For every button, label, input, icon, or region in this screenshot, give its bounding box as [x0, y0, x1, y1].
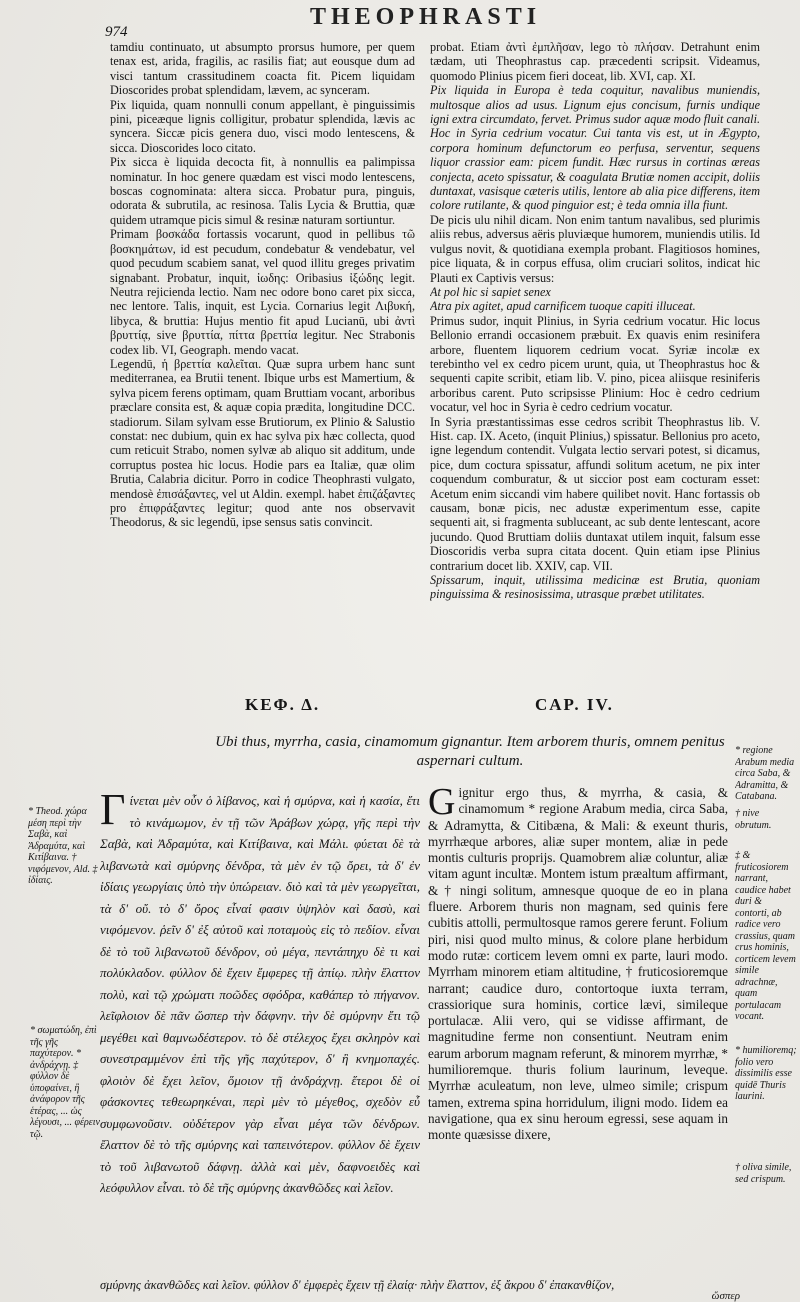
margin-note: * regione Arabum media circa Saba, & Adramitta, & Catabana. [735, 745, 795, 802]
running-title: THEOPHRASTI [310, 4, 542, 30]
paragraph: Spissarum, inquit, utilissima medicinæ est Brutia, quoniam pinguissima & resinosissima, utrasque præbet utilitates. [430, 573, 760, 602]
chapter-title: Ubi thus, myrrha, casia, cinamomum gignantur. Item arborem thuris, omnem penitus aspernari cultum. [215, 734, 725, 769]
page-number: 974 [105, 24, 128, 40]
verse-line: At pol hic si sapiet senex [430, 284, 551, 299]
paragraph: In Syria præstantissimas esse cedros scribit Theophrastus lib. V. Hist. cap. IX. Aceto, (inquit Plinius,) spissatur. Bellonius pro aceto, igne legendum contendit. Vulgata lectio servari potest, si dicamus, pice, dum coctura spissatur, affundi solitum acetum, ne pix inter coquendum comburatur, & ut siccior post eam cocturam esset: Acetum enim siccandi vim habere quilibet novit. Hanc fortassis ob causam, bonæ picis, nec adustæ experimentum esse, capite sequenti ait, si fragmenta subluceant, ac sub dente lentescant, acore jucundo. Quod Bruttiam doliis duntaxat utilem inquit, falsum esse Dioscoridis verba supra citata docent. Quin etiam ipse Plinius contrarium docet lib. XXIV, cap. VII. [430, 414, 760, 573]
paragraph: Legendū, ἡ βρεττία καλεῖται. Quæ supra urbem hanc sunt mediterranea, ea Brutii tenent. Ibique urbs est Mamertium, & sylva picem ferens optimam, quam Bruttiam vocant, arboribus præclare consita est, & aquæ copia prædita, longitudine DCC. stadiorum. Silam sylvam esse Brutiorum, ex Plinio & Salustio constat: nec dubium, quin ex hac sylva pix hæc collecta, quod cum reticuit Strabo, nomen sylvæ ab aliquo sit additum, unde corruptus postea hic locus. Hodie pars ea Italiæ, quæ olim Brutia, Calabria dicitur. Porro in codice Theophrasti vulgato, mendosè ἐπισάξαντες, vel ut Aldin. exempl. habet ἐπιζάξαντες pro ἐπιφράξαντες legitur; quod ante nos observavit Theodorus, & sic legendū, ipse sensus satis convincit. [110, 356, 415, 530]
paragraph: probat. Etiam ἀντὶ ἐμπλῆσαν, lego τὸ πλήσαν. Detrahunt enim tædam, uti Theophrastus cap. præcedenti scripsit. Videamus, quomodo Plinius picem fieri doceat, lib. XVI, cap. XI. [430, 40, 760, 83]
latin-text-body: ignitur ergo thus, & myrrha, & casia, & cinamomum * regione Arabum media, circa Saba, & Adramytta, & Citibæna, & Mali: & exeunt thuris, myrrhæque arbores, aliæ super montem, aliæ in pede montis culturis proprijs. Quamobrem aliæ coluntur, aliæ vitam agunt incultæ. Montem istum præaltum affirmant, & † ningi solitum, amnesque quoque de eo in plana fluere. Arborem thuris non magnam, sed quinis fere cubitis attolli, permultosque ramos gerere ferunt. Folium piri, nisi quod multo minus, & colore plane herbidum modo rutæ: corticem levem omni ex parte, lauri modo. Myrrham minorem etiam altitudine, † fruticosioremque narrant; caudice duro, contortoque iuxta terram, crassiorique sura hominis, cortice lævi, simileque portulacæ. Alii vero, qui se vidisse affirmant, de magnitudine ferme non consentiunt. Neutram enim earum arborum magnam referunt, & minorem myrrhæ, * humilioremque. thuris folium laurinum, leveque. Myrrhæ aculeatum, non leve, ulmeo simile; crispum tamen, extrema spina horridulum, iligni modo. Iidem ea navigatione, qua ex sinu heroum egressi, sese aquam in monte quæsisse dixere, [428, 785, 728, 1143]
greek-text-column [100, 790, 420, 1290]
left-column-commentary [110, 40, 415, 680]
catchword: ὥσπερ [711, 1290, 740, 1302]
chapter-heading-latin: CAP. IV. [535, 695, 614, 714]
margin-note: † nive obrutum. [735, 808, 772, 831]
paragraph: Pix liquida, quam nonnulli conum appellant, è pinguissimis pini, piceæque lignis colligitur, probatur splendida, lævis ac syncera. Siccæ picis genera duo, visci modo lentescens, & sicca. Dioscorides loco citato. [110, 97, 415, 155]
running-head [0, 4, 800, 40]
margin-note: * humilioremq; folio vero dissimilis esse quidē Thuris laurini. [735, 1045, 797, 1102]
verse-line: Atra pix agitet, apud carnificem tuoque capiti illuceat. [430, 299, 696, 314]
drop-cap: Γ [100, 790, 126, 834]
latin-text-column [428, 785, 728, 1285]
drop-cap: G [428, 785, 456, 823]
paragraph: De picis ulu nihil dicam. Non enim tantum navalibus, sed plurimis aliis rebus, adversus aëris pluviæque humorem, muniendis utilis. Id vulgus novit, & quotidiana exempla probant. Flagitiosos homines, pice liquata, & in corpus effusa, olim cruciari solitos, indicat hic Plauti ex Captivis versus: [430, 212, 760, 285]
margin-note: * σωματώδη, ἐπὶ τῆς γῆς παχύτερον. * ἀνδράχνῃ. ‡ φύλλον δὲ ὑποφαίνει, ἢ ἀνάφορον τῆς ἑτέρας, ... ὡς λέγουσι, ... φέρειν τῷ. [30, 1025, 100, 1140]
right-column-commentary [430, 40, 760, 690]
paragraph: Primam βοσκάδα fortassis vocarunt, quod in pellibus τῶ βοσκημάτων, id est pecudum, condebatur & vendebatur, vel quod pecudum scabiem sanat, vel quod illitu greges privatim signabant. Probatur, inquit, ἰωδης: Oribasius ἰξώδης legit. Neutra rejicienda lectio. Nam nec odore bono caret pix sicca, nec lentore. Talis, inquit, est Lycia. Cornarius legit Λιβυκή, libyca, & bruttia: Hujus mentio fit apud Lucianū, ubi ἀντὶ βρυττίᾳ, sive βρυττία, πίττα βρεττία legitur. Nec Strabonis codex lib. VI, Geograph. mendo vacat. [110, 227, 415, 357]
margin-note: † oliva simile, sed crispum. [735, 1162, 792, 1185]
margin-note: ‡ & fruticosiorem narrant, caudice habet duri & contorti, ab radice vero crassius, quam crus hominis, corticem levem simile adrachnæ, quam portulacam vocant. [735, 850, 796, 1022]
chapter-heading-greek: ΚΕΦ. Δ. [245, 695, 321, 714]
margin-note: * Theod. χώρα μέση περὶ τὴν Σαβὰ, καὶ Ἀδραμύτα, καὶ Κιτίβαινα. † νιφόμενον, Ald. ‡ ἰδίαις. [28, 806, 98, 886]
bottom-greek-line [100, 1278, 740, 1302]
bottom-line-text: σμύρνης ἀκανθῶδες καὶ λεῖον. φύλλον δ' ἐμφερὲς ἔχειν τῇ ἐλαίᾳ· πλὴν ἔλαττον, ἐξ ἄκρου δ' ἐπακανθίζον, [100, 1278, 615, 1292]
paragraph: Primus sudor, inquit Plinius, in Syria cedrium vocatur. Hic locus Bellonio errandi occasionem præbuit. Ex quavis enim resinifera arbore, fluentem liquorem cedrium vocat. Syriæ incolæ ex terebintho vel ex cedro picem urunt, quia, ut Theophrastus hoc & sequenti capite scribit, etiam lib. V. pino, picea aliisque resiniferis arboribus carent. Puto scripsisse Plinium: Hoc è cedro cedrium vocatur, vel hoc in Syria è cedro cedrium vocatur. [430, 313, 760, 415]
paragraph: Pix liquida in Europa è teda coquitur, navalibus muniendis, multosque alios ad usus. Lignum ejus concisum, furnis undique igni extra circumdato, fervet. Primus sudor aquæ modo fluit canali. Hoc in Syria cedrium vocatur. Cui tanta vis est, ut in Ægypto, corpora hominum defunctorum eo perfusa, serventur, sequens liquor crassior eam: picem fundit. Hæc rursus in cortinas æreas conjecta, aceto spissatur, & coagulata Brutiæ nomen accipit, doliis duntaxat, vasisque cæteris utilis, lentore ab alia pice differens, item colore rutilante, & quod pinguior est; è teda omnia illa fiunt. [430, 83, 760, 213]
paragraph: tamdiu continuato, ut absumpto prorsus humore, per quem tenax est, arida, fragilis, ac rasilis fiat; aut eousque dum ad visci tantum crassitudinem coacta fit. Picem liquidam Dioscorides probat splendidam, lævem, ac synceram. [110, 40, 415, 98]
paragraph: Pix sicca è liquida decocta fit, à nonnullis ea palimpissa nominatur. In hoc genere quædam est visci modo lentescens, boscas cognominata: altera sicca. Probatur pura, pinguis, odorata & subrutila, ac resinosa. Talis Lycia & Bruttia, quæ quidem utramque picis simul & resinæ naturam sortiuntur. [110, 155, 415, 227]
greek-text-body: ίνεται μὲν οὖν ὁ λίβανος, καὶ ἡ σμύρνα, καὶ ἡ κασία, ἔτι τὸ κινάμωμον, ἐν τῇ τῶν Ἀράβων χώρᾳ, γῆς περὶ τὴν Σαβὰ, καὶ Ἀδραμύτα, καὶ Κιτίβαινα, καὶ Μάλι. φύεται δὲ τὰ λιβανωτὰ καὶ σμύρνης δένδρα, τὰ μὲν ἐν τῷ ὄρει, τὰ δ' ἐν ἰδίαις γεωργίαις ὑπὸ τὴν ὑπώρειαν. διὸ καὶ τὰ μὲν γεωργεῖται, τὰ δ' οὔ. τὸ δ' ὄρος εἶναί φασιν ὑψηλὸν καὶ δασὺ, καὶ νιφόμενον. ῥεῖν δ' ἐξ αὐτοῦ καὶ ποταμοὺς εἰς τὸ πεδίον. εἶναι δὲ τὸ τοῦ λιβανωτοῦ δένδρον, οὐ μέγα, πεντάπηχυ δὲ τι καὶ πολύκλαδον. φύλλον δὲ ἔχειν ἔμφερες τῇ ἀπίῳ. πλὴν ἔλαττον πολὺ, καὶ τῷ χρώματι ποῶδες σφόδρα, καθάπερ τὸ πήγανον. λεῖφλοιον δὲ πᾶν ὥσπερ τὴν δάφνην. τὴν δὲ σμύρνην ἔτι τῷ μεγέθει καὶ θαμνωδέστερον. τὸ δὲ στέλεχος ἔχει σκληρὸν καὶ συνεστραμμένον ἐπὶ τῆς γῆς παχύτερον, δ' ἢ κνημοπαχές. φλοιὸν δὲ ἔχει λεῖον, ὅμοιον τῇ ἀνδράχνῃ. ἕτεροι δὲ οἱ φάσκοντες τεθεωρηκέναι, περὶ μὲν τὸ μέγεθος, σχεδὸν εὖ συμφωνοῦσιν. οὐδέτερον γὰρ εἶναι μέγα τῶν δένδρων. ἔλαττον δὲ τὸ τῆς σμύρνης καὶ ταπεινότερον. φύλλον δὲ ἔχειν τὸ τοῦ λιβανωτοῦ δάφνῃ. ἀλλὰ καὶ μὲν, δαφνοειδὲς καὶ λεόφυλλον εἶναι. τὸ δὲ τῆς σμύρνης ἀκανθῶδες καὶ λεῖον. [100, 793, 420, 1195]
